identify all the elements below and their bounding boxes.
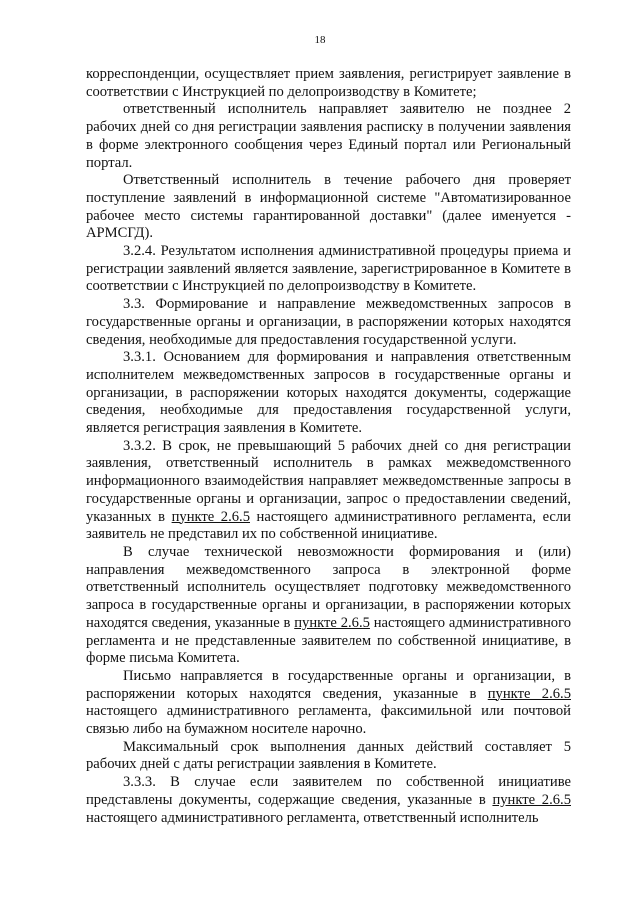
paragraph-text: корреспонденции, осуществляет прием заявления, регистрирует заявление в соответствии с Инструкцией по делопроизводству в Комитете; xyxy=(86,66,571,100)
paragraph-text: настоящего административного регламента, ответственный исполнитель xyxy=(86,809,539,826)
paragraph-text: Максимальный срок выполнения данных действий составляет 5 рабочих дней с даты регистрации заявления в Комитете. xyxy=(86,738,571,773)
paragraph xyxy=(86,438,571,544)
paragraph xyxy=(86,544,571,668)
paragraph xyxy=(86,101,571,172)
paragraph-text: Ответственный исполнитель в течение рабочего дня проверяет поступление заявлений в информационной системе "Автоматизированное рабочее место системы гарантированной доставки" (далее именуется - АРМСГД). xyxy=(86,172,571,242)
paragraph xyxy=(86,774,571,827)
clause-reference-link[interactable]: пункте 2.6.5 xyxy=(171,508,250,525)
paragraph xyxy=(86,172,571,243)
paragraph-text: настоящего административного регламента, если заявитель не представил их по собственной инициативе. xyxy=(86,508,571,543)
paragraph-text: настоящего административного регламента, факсимильной или почтовой связью либо на бумажном носителе нарочно. xyxy=(86,703,571,738)
paragraph xyxy=(86,668,571,739)
paragraph xyxy=(86,66,571,101)
paragraph-text: Письмо направляется в государственные органы и организации, в распоряжении которых находятся сведения, указанные в xyxy=(86,667,571,702)
clause-reference-link[interactable]: пункте 2.6.5 xyxy=(294,614,370,631)
paragraph-text: В случае технической невозможности формирования и (или) направления межведомственного запроса в электронной форме ответственный исполнитель осуществляет подготовку межведомственного запроса в государственные органы и организации, в распоряжении которых находятся сведения, указанные в xyxy=(86,543,571,631)
paragraph xyxy=(86,349,571,438)
clause-reference-link[interactable]: пункте 2.6.5 xyxy=(487,685,571,702)
paragraph-text: 3.3. Формирование и направление межведомственных запросов в государственные органы и организации, в распоряжении которых находятся сведения, необходимые для предоставления государственной услуги. xyxy=(86,296,571,348)
page-number: 18 xyxy=(314,34,326,46)
paragraph-text: ответственный исполнитель направляет заявителю не позднее 2 рабочих дней со дня регистрации заявления расписку в получении заявления в форме электронного сообщения через Единый портал или Региональный портал. xyxy=(86,101,571,171)
paragraph xyxy=(86,243,571,296)
document-body xyxy=(86,66,571,827)
paragraph-text: 3.3.2. В срок, не превышающий 5 рабочих дней со дня регистрации заявления, ответственный исполнитель в рамках межведомственного информационного взаимодействия направляет межведомственные запросы в государственные органы и организации, запрос о предоставлении сведений, указанных в xyxy=(86,437,571,525)
paragraph-text: 3.2.4. Результатом исполнения административной процедуры приема и регистрации заявлений является заявление, зарегистрированное в Комитете в соответствии с Инструкцией по делопроизводству в Комитете. xyxy=(86,243,571,295)
paragraph-text: 3.3.1. Основанием для формирования и направления ответственным исполнителем межведомственных запросов в государственные органы и организации, в распоряжении которых находятся документы, содержащие сведения, необходимые для предоставления государственной услуги, является регистрация заявления в Комитете. xyxy=(86,349,571,437)
paragraph-text: 3.3.3. В случае если заявителем по собственной инициативе представлены документы, содержащие сведения, указанные в xyxy=(86,774,571,808)
paragraph xyxy=(86,739,571,774)
paragraph xyxy=(86,296,571,349)
paragraph-text: настоящего административного регламента и не представленные заявителем по собственной инициативе, в форме письма Комитета. xyxy=(86,614,571,667)
clause-reference-link[interactable]: пункте 2.6.5 xyxy=(492,791,571,808)
